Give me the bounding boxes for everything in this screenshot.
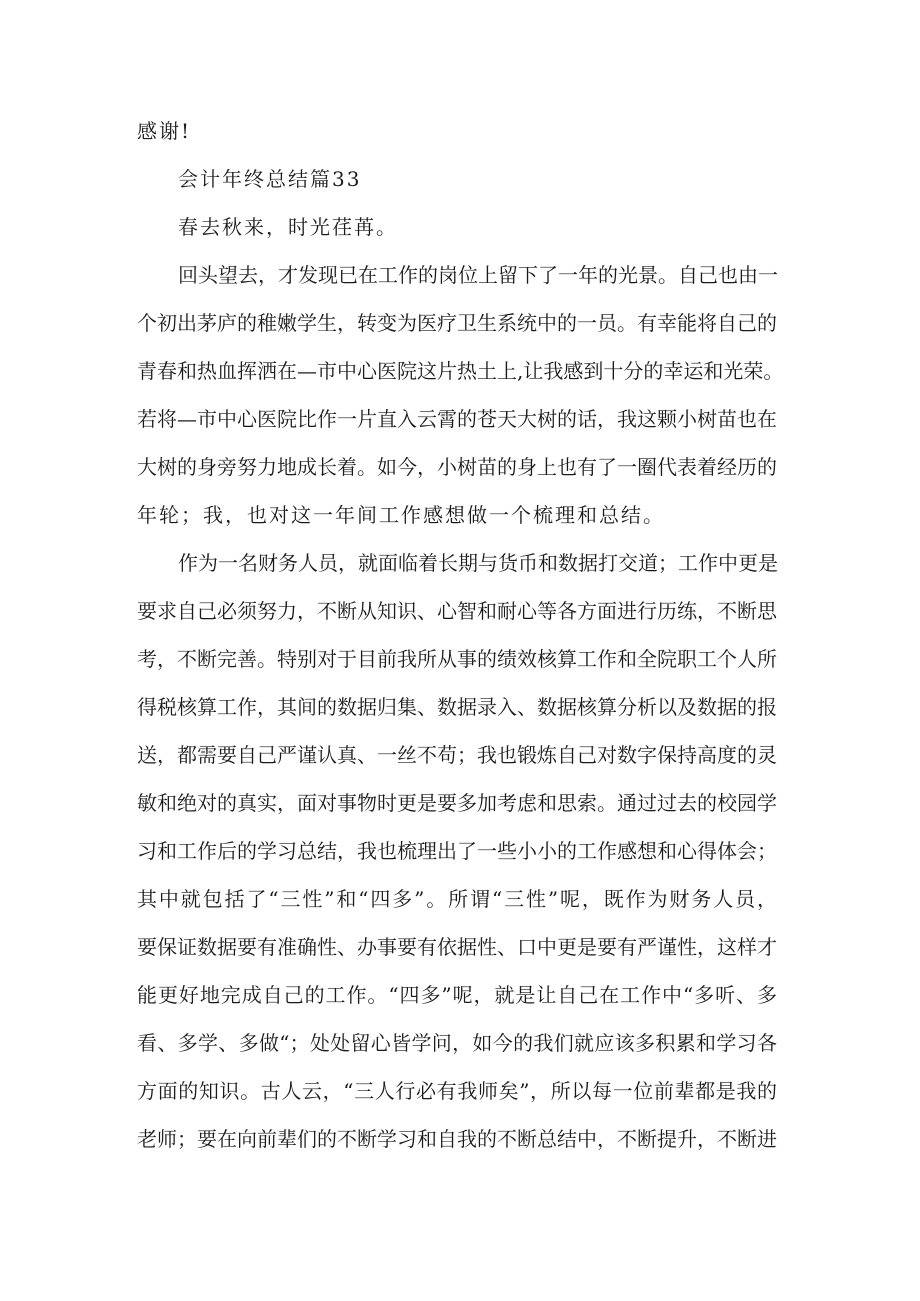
paragraph-line: 能更好地完成自己的工作。“四多”呢，就是让自己在工作中“多听、多 xyxy=(137,983,777,1007)
paragraph-line: 要保证数据要有准确性、办事要有依据性、口中更是要有严谨性，这样才 xyxy=(137,935,777,959)
paragraph-line: 得税核算工作，其间的数据归集、数据录入、数据核算分析以及数据的报 xyxy=(137,695,777,719)
paragraph-line: 年轮；我，也对这一年间工作感想做一个梳理和总结。 xyxy=(137,503,665,527)
paragraph-line: 若将—市中心医院比作一片直入云霄的苍天大树的话，我这颗小树苗也在 xyxy=(137,407,777,431)
paragraph-line: 大树的身旁努力地成长着。如今，小树苗的身上也有了一圈代表着经历的 xyxy=(137,455,777,479)
paragraph-line: 方面的知识。古人云，“三人行必有我师矣”，所以每一位前辈都是我的 xyxy=(137,1079,777,1103)
paragraph-line: 其中就包括了“三性”和“四多”。所谓“三性”呢，既作为财务人员， xyxy=(137,887,777,911)
paragraph-line: 看、多学、多做“；处处留心皆学问，如今的我们就应该多积累和学习各 xyxy=(137,1031,777,1055)
paragraph-line: 考，不断完善。特别对于目前我所从事的绩效核算工作和全院职工个人所 xyxy=(137,647,777,671)
paragraph-line: 回头望去，才发现已在工作的岗位上留下了一年的光景。自己也由一 xyxy=(178,263,778,287)
paragraph-line: 作为一名财务人员，就面临着长期与货币和数据打交道；工作中更是 xyxy=(178,551,778,575)
paragraph-line: 老师；要在向前辈们的不断学习和自我的不断总结中，不断提升，不断进 xyxy=(137,1127,777,1151)
paragraph-line: 春去秋来，时光荏苒。 xyxy=(178,215,398,239)
paragraph-line: 敏和绝对的真实，面对事物时更是要多加考虑和思索。通过过去的校园学 xyxy=(137,791,777,815)
section-heading: 会计年终总结篇33 xyxy=(178,167,362,191)
paragraph-line: 习和工作后的学习总结，我也梳理出了一些小小的工作感想和心得体会； xyxy=(137,839,777,863)
paragraph-line: 个初出茅庐的稚嫩学生，转变为医疗卫生系统中的一员。有幸能将自己的 xyxy=(137,311,777,335)
paragraph-line: 要求自己必须努力，不断从知识、心智和耐心等各方面进行历练，不断思 xyxy=(137,599,777,623)
paragraph-line: 青春和热血挥洒在—市中心医院这片热土上,让我感到十分的幸运和光荣。 xyxy=(137,359,784,383)
paragraph-line: 送，都需要自己严谨认真、一丝不苟；我也锻炼自己对数字保持高度的灵 xyxy=(137,743,777,767)
closing-line: 感谢! xyxy=(137,119,192,143)
